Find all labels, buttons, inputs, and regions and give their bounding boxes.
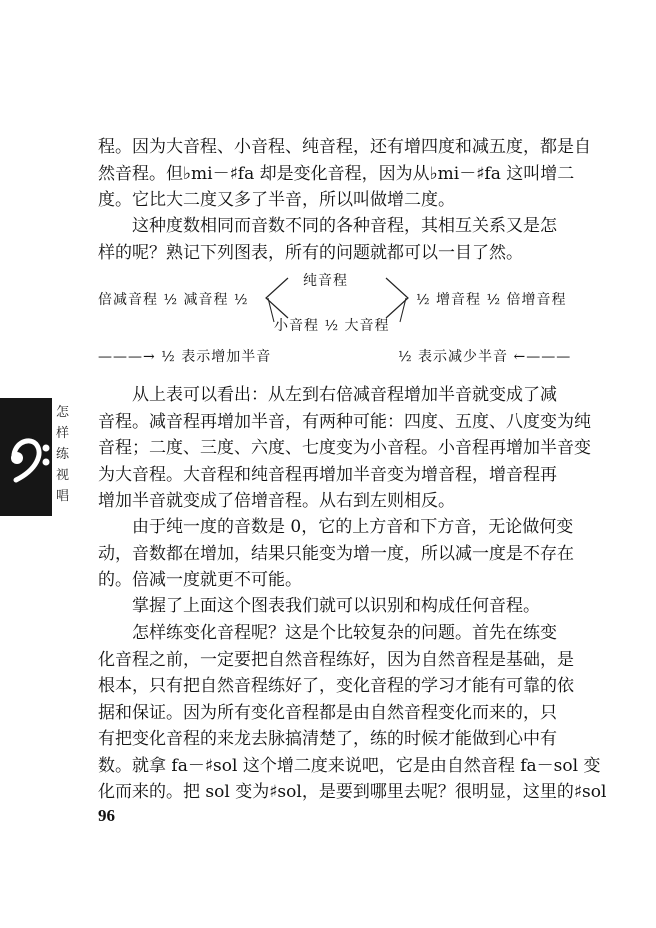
text-line: 音程。减音程再增加半音，有两种可能：四度、五度、八度变为纯 [98, 411, 591, 432]
diagram-right-label: ½ 增音程 ½ 倍增音程 [416, 292, 567, 308]
text-line: 怎样练变化音程呢？这是个比较复杂的问题。首先在练变 [98, 623, 557, 643]
diagram-brackets [258, 268, 418, 338]
diagram-top-label: 纯音程 [303, 273, 348, 289]
text-line: 度。它比大二度又多了半音，所以叫做增二度。 [98, 190, 455, 210]
paragraph-3 [98, 382, 591, 515]
side-char: 唱 [56, 489, 70, 504]
text-line: 根本，只有把自然音程练好了，变化音程的学习才能有可靠的依 [98, 676, 574, 696]
text-line: 数。就拿 fa－♯sol 这个增二度来说吧，它是由自然音程 fa－sol 变 [98, 755, 601, 776]
text-line: 据和保证。因为所有变化音程都是由自然音程变化而来的，只 [98, 702, 557, 723]
bass-clef-icon [6, 426, 54, 486]
diagram-left-label: 倍减音程 ½ 减音程 ½ [98, 292, 249, 308]
side-char: 怎 [56, 405, 70, 420]
text-line: 增加半音就变成了倍增音程。从右到左则相反。 [98, 491, 455, 511]
text-line: 掌握了上面这个图表我们就可以识别和构成任何音程。 [98, 596, 540, 616]
side-tab-title [56, 402, 70, 507]
paragraph-6 [98, 620, 607, 806]
paragraph-5 [98, 593, 578, 620]
text-line: 的。倍减一度就更不可能。 [98, 570, 302, 590]
text-line: 这种度数相同而音数不同的各种音程，其相互关系又是怎 [98, 216, 557, 236]
side-char: 样 [56, 426, 70, 441]
paragraph-1 [98, 134, 591, 214]
text-line: 程。因为大音程、小音程、纯音程，还有增四度和减五度，都是自 [98, 137, 591, 157]
diagram-bottom-label: 小音程 ½ 大音程 [274, 318, 390, 334]
text-line: 然音程。但♭mi－♯fa 却是变化音程，因为从♭mi－♯fa 这叫增二 [98, 163, 575, 184]
paragraph-4 [98, 514, 578, 594]
legend-increase: ———→ ½ 表示增加半音 [98, 349, 272, 365]
text-line: 为大音程。大音程和纯音程再增加半音变为增音程，增音程再 [98, 464, 557, 485]
text-line: 动，音数都在增加，结果只能变为增一度，所以减一度是不存在 [98, 543, 574, 564]
interval-diagram [98, 268, 578, 348]
text-line: 由于纯一度的音数是 0，它的上方音和下方音，无论做何变 [98, 517, 574, 537]
text-line: 有把变化音程的来龙去脉搞清楚了，练的时候才能做到心中有 [98, 729, 557, 749]
text-line: 从上表可以看出：从左到右倍减音程增加半音就变成了减 [98, 385, 557, 405]
text-line: 化而来的。把 sol 变为♯sol，是要到哪里去呢？很明显，这里的♯sol [98, 782, 607, 802]
page-number: 96 [98, 806, 115, 825]
paragraph-2 [98, 213, 578, 266]
text-line: 样的呢？熟记下列图表，所有的问题就都可以一目了然。 [98, 242, 523, 263]
text-line: 化音程之前，一定要把自然音程练好，因为自然音程是基础，是 [98, 649, 574, 670]
side-char: 视 [56, 468, 70, 483]
diagram-legend [98, 346, 578, 366]
side-tab [0, 398, 73, 518]
side-char: 练 [56, 447, 70, 462]
text-line: 音程；二度、三度、六度、七度变为小音程。小音程再增加半音变 [98, 438, 591, 458]
legend-decrease: ½ 表示减少半音 ←——— [398, 349, 572, 365]
